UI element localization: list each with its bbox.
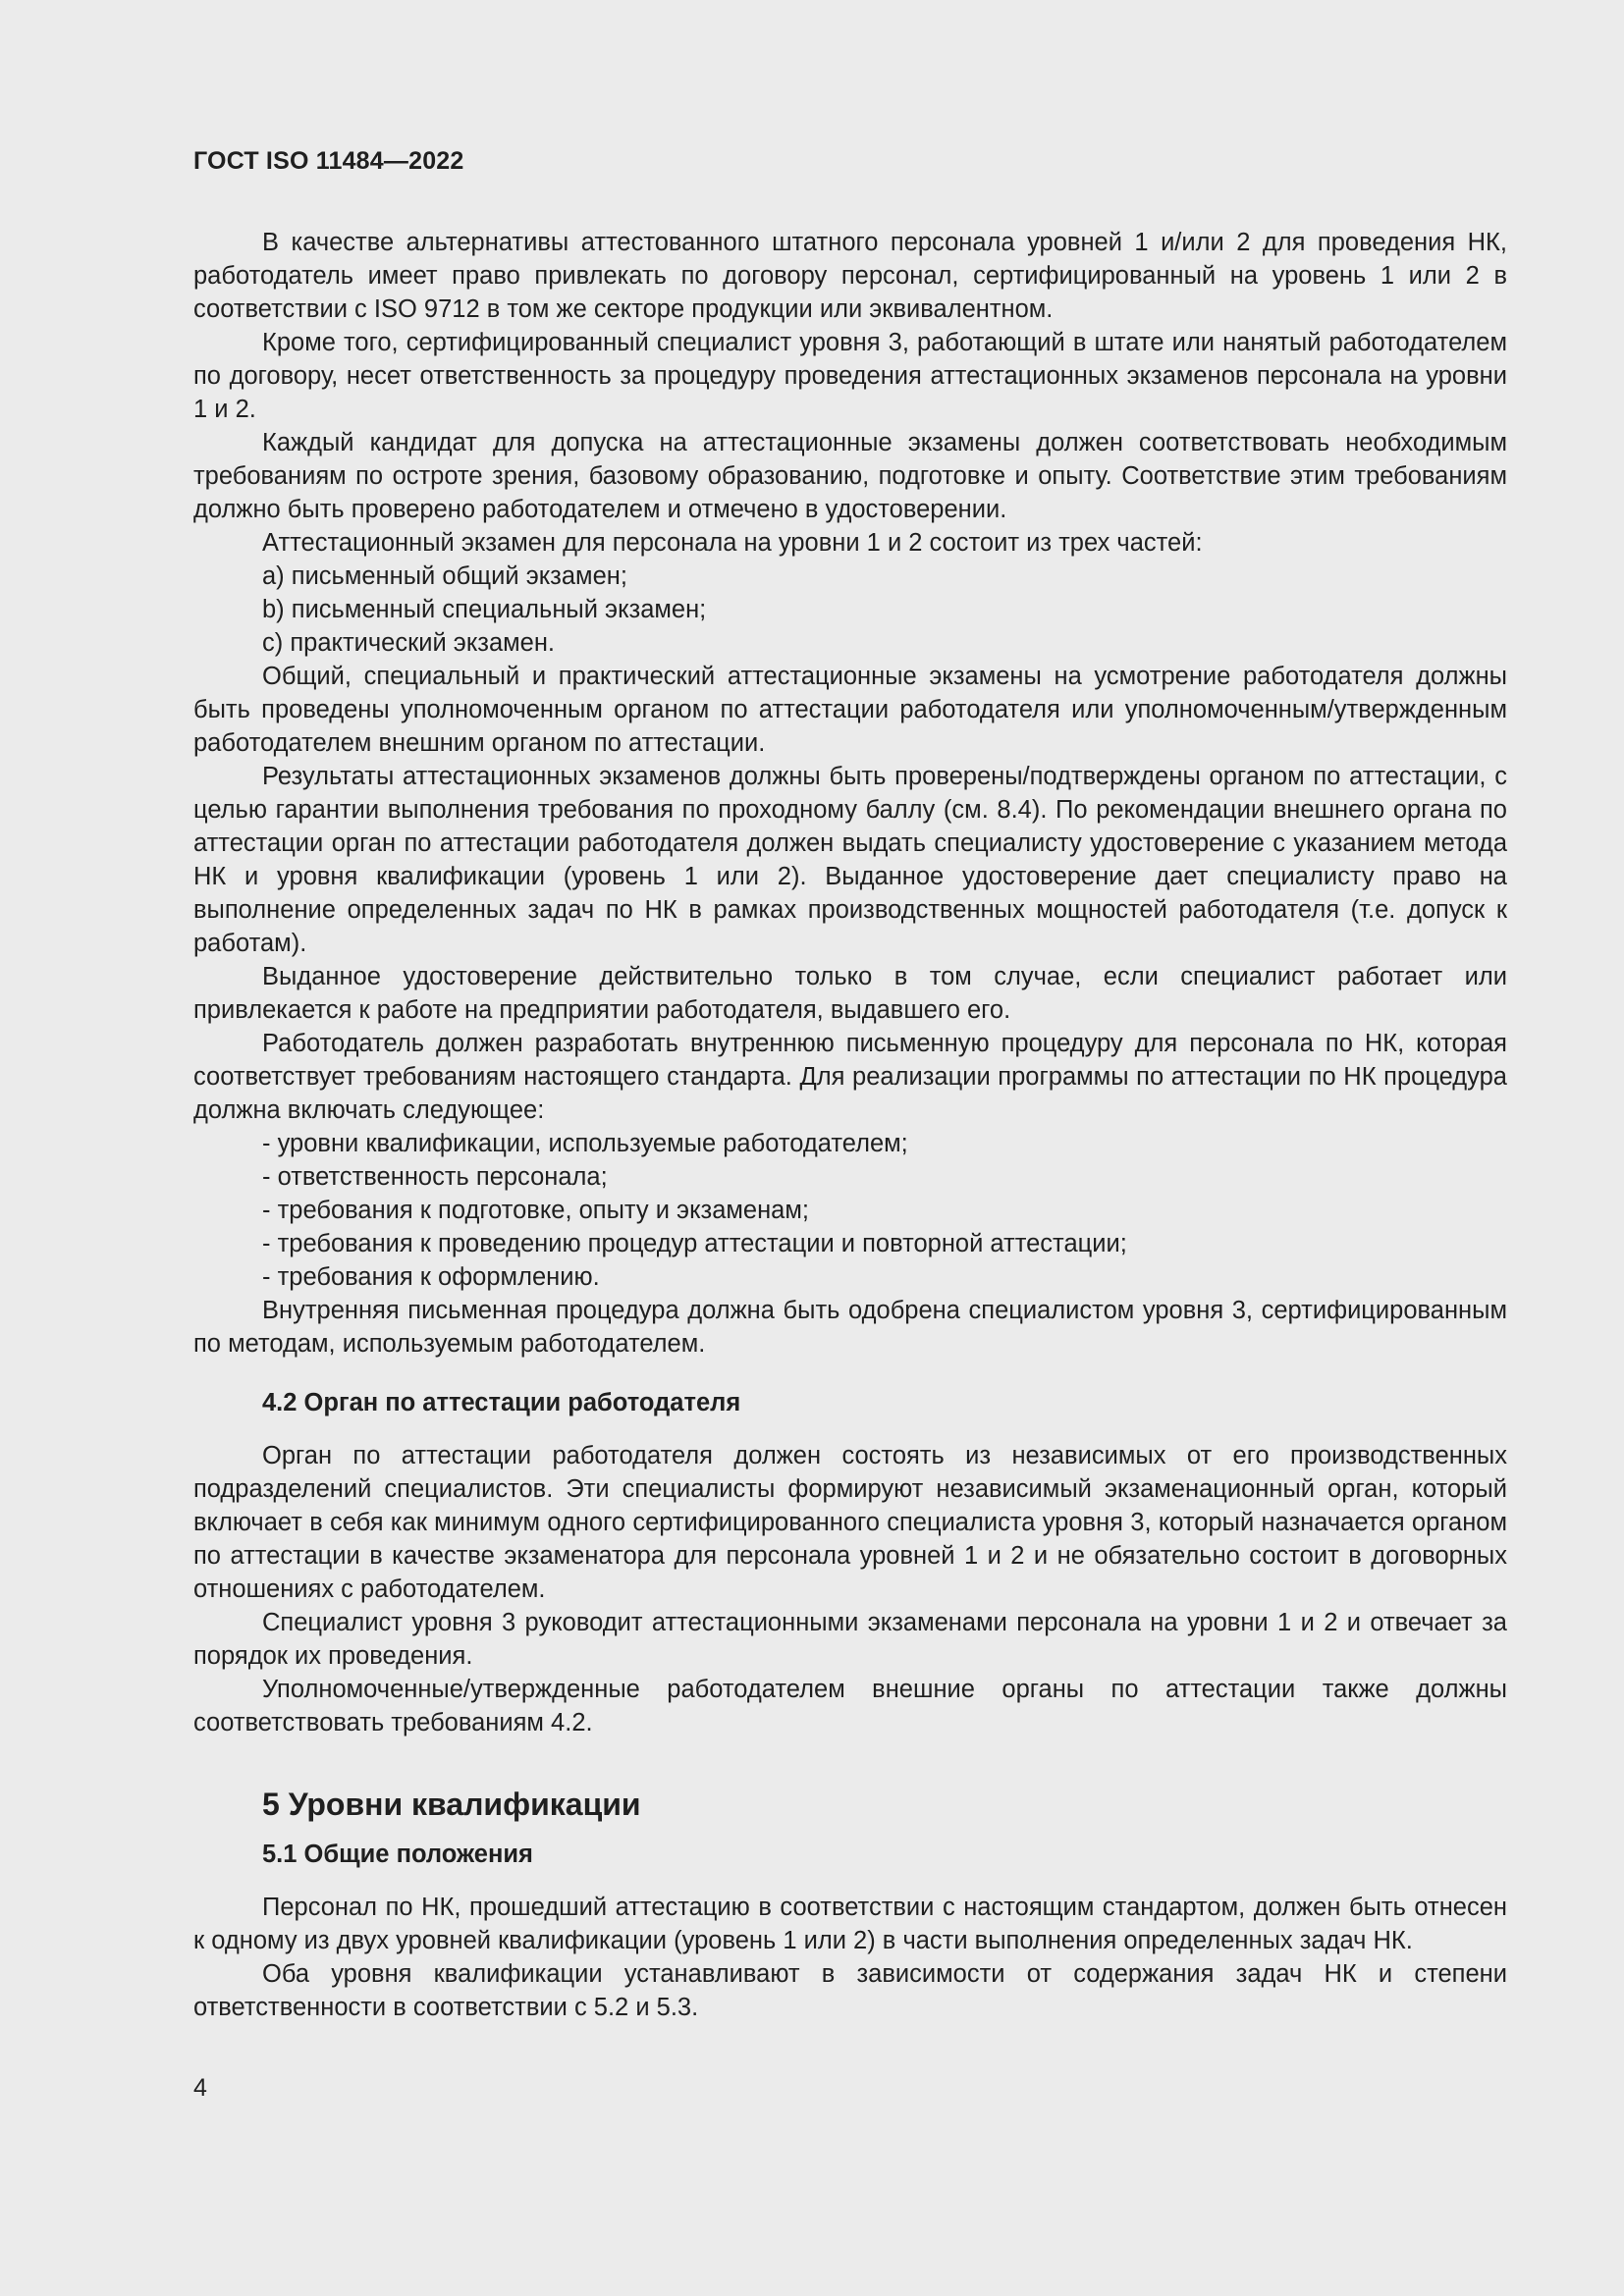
document-body bbox=[193, 226, 1507, 2024]
procedure-item: - требования к подготовке, опыту и экзаменам; bbox=[262, 1197, 809, 1224]
paragraph: Оба уровня квалификации устанавливают в зависимости от содержания задач НК и степени ответственности в соответствии с 5.2 и 5.3. bbox=[193, 1960, 1507, 2021]
page-number: 4 bbox=[193, 2074, 207, 2102]
procedure-item: - ответственность персонала; bbox=[262, 1163, 608, 1191]
paragraph: Кроме того, сертифицированный специалист уровня 3, работающий в штате или нанятый работодателем по договору, несет ответственность за процедуру проведения аттестационных экзаменов персонала на уровни 1 и 2. bbox=[193, 329, 1507, 423]
exam-part-item: c) практический экзамен. bbox=[262, 629, 556, 657]
exam-part-item: a) письменный общий экзамен; bbox=[262, 562, 627, 590]
exam-part-item: b) письменный специальный экзамен; bbox=[262, 596, 707, 623]
paragraph: Результаты аттестационных экзаменов должны быть проверены/подтверждены органом по аттестации, с целью гарантии выполнения требования по проходному баллу (см. 8.4). По рекомендации внешнего органа по аттестации орган по аттестации работодателя должен выдать специалисту удостоверение с указанием метода НК и уровня квалификации (уровень 1 или 2). Выданное удостоверение дает специалисту право на выполнение определенных задач по НК в рамках производственных мощностей работодателя (т.е. допуск к работам). bbox=[193, 763, 1507, 957]
document-header: ГОСТ ISO 11484—2022 bbox=[193, 147, 464, 175]
section-heading-4-2: 4.2 Орган по аттестации работодателя bbox=[262, 1389, 741, 1416]
paragraph: Каждый кандидат для допуска на аттестационные экзамены должен соответствовать необходимым требованиям по остроте зрения, базовому образованию, подготовке и опыту. Соответствие этим требованиям должно быть проверено работодателем и отмечено в удостоверении. bbox=[193, 429, 1507, 523]
procedure-item: - требования к оформлению. bbox=[262, 1263, 600, 1291]
paragraph: Работодатель должен разработать внутреннюю письменную процедуру для персонала по НК, которая соответствует требованиям настоящего стандарта. Для реализации программы по аттестации по НК процедура должна включать следующее: bbox=[193, 1030, 1507, 1124]
paragraph: Общий, специальный и практический аттестационные экзамены на усмотрение работодателя должны быть проведены уполномоченным органом по аттестации работодателя или уполномоченным/утвержденным работодателем внешним органом по аттестации. bbox=[193, 663, 1507, 757]
procedure-item: - уровни квалификации, используемые работодателем; bbox=[262, 1130, 908, 1157]
section-heading-5: 5 Уровни квалификации bbox=[262, 1787, 641, 1822]
paragraph: Персонал по НК, прошедший аттестацию в соответствии с настоящим стандартом, должен быть отнесен к одному из двух уровней квалификации (уровень 1 или 2) в части выполнения определенных задач НК. bbox=[193, 1894, 1507, 1954]
paragraph: Уполномоченные/утвержденные работодателем внешние органы по аттестации также должны соответствовать требованиям 4.2. bbox=[193, 1676, 1507, 1736]
section-heading-5-1: 5.1 Общие положения bbox=[262, 1841, 533, 1868]
paragraph: Орган по аттестации работодателя должен состоять из независимых от его производственных подразделений специалистов. Эти специалисты формируют независимый экзаменационный орган, который включает в себя как минимум одного сертифицированного специалиста уровня 3, который назначается органом по аттестации в качестве экзаменатора для персонала уровней 1 и 2 и не обязательно состоит в договорных отношениях с работодателем. bbox=[193, 1442, 1507, 1603]
paragraph: Выданное удостоверение действительно только в том случае, если специалист работает или привлекается к работе на предприятии работодателя, выдавшего его. bbox=[193, 963, 1507, 1024]
paragraph: Специалист уровня 3 руководит аттестационными экзаменами персонала на уровни 1 и 2 и отвечает за порядок их проведения. bbox=[193, 1609, 1507, 1670]
procedure-item: - требования к проведению процедур аттестации и повторной аттестации; bbox=[262, 1230, 1127, 1257]
paragraph: Аттестационный экзамен для персонала на уровни 1 и 2 состоит из трех частей: bbox=[262, 529, 1203, 557]
paragraph: Внутренняя письменная процедура должна быть одобрена специалистом уровня 3, сертифицированным по методам, используемым работодателем. bbox=[193, 1297, 1507, 1358]
paragraph: В качестве альтернативы аттестованного штатного персонала уровней 1 и/или 2 для проведения НК, работодатель имеет право привлекать по договору персонал, сертифицированный на уровень 1 или 2 в соответствии с ISO 9712 в том же секторе продукции или эквивалентном. bbox=[193, 229, 1507, 323]
